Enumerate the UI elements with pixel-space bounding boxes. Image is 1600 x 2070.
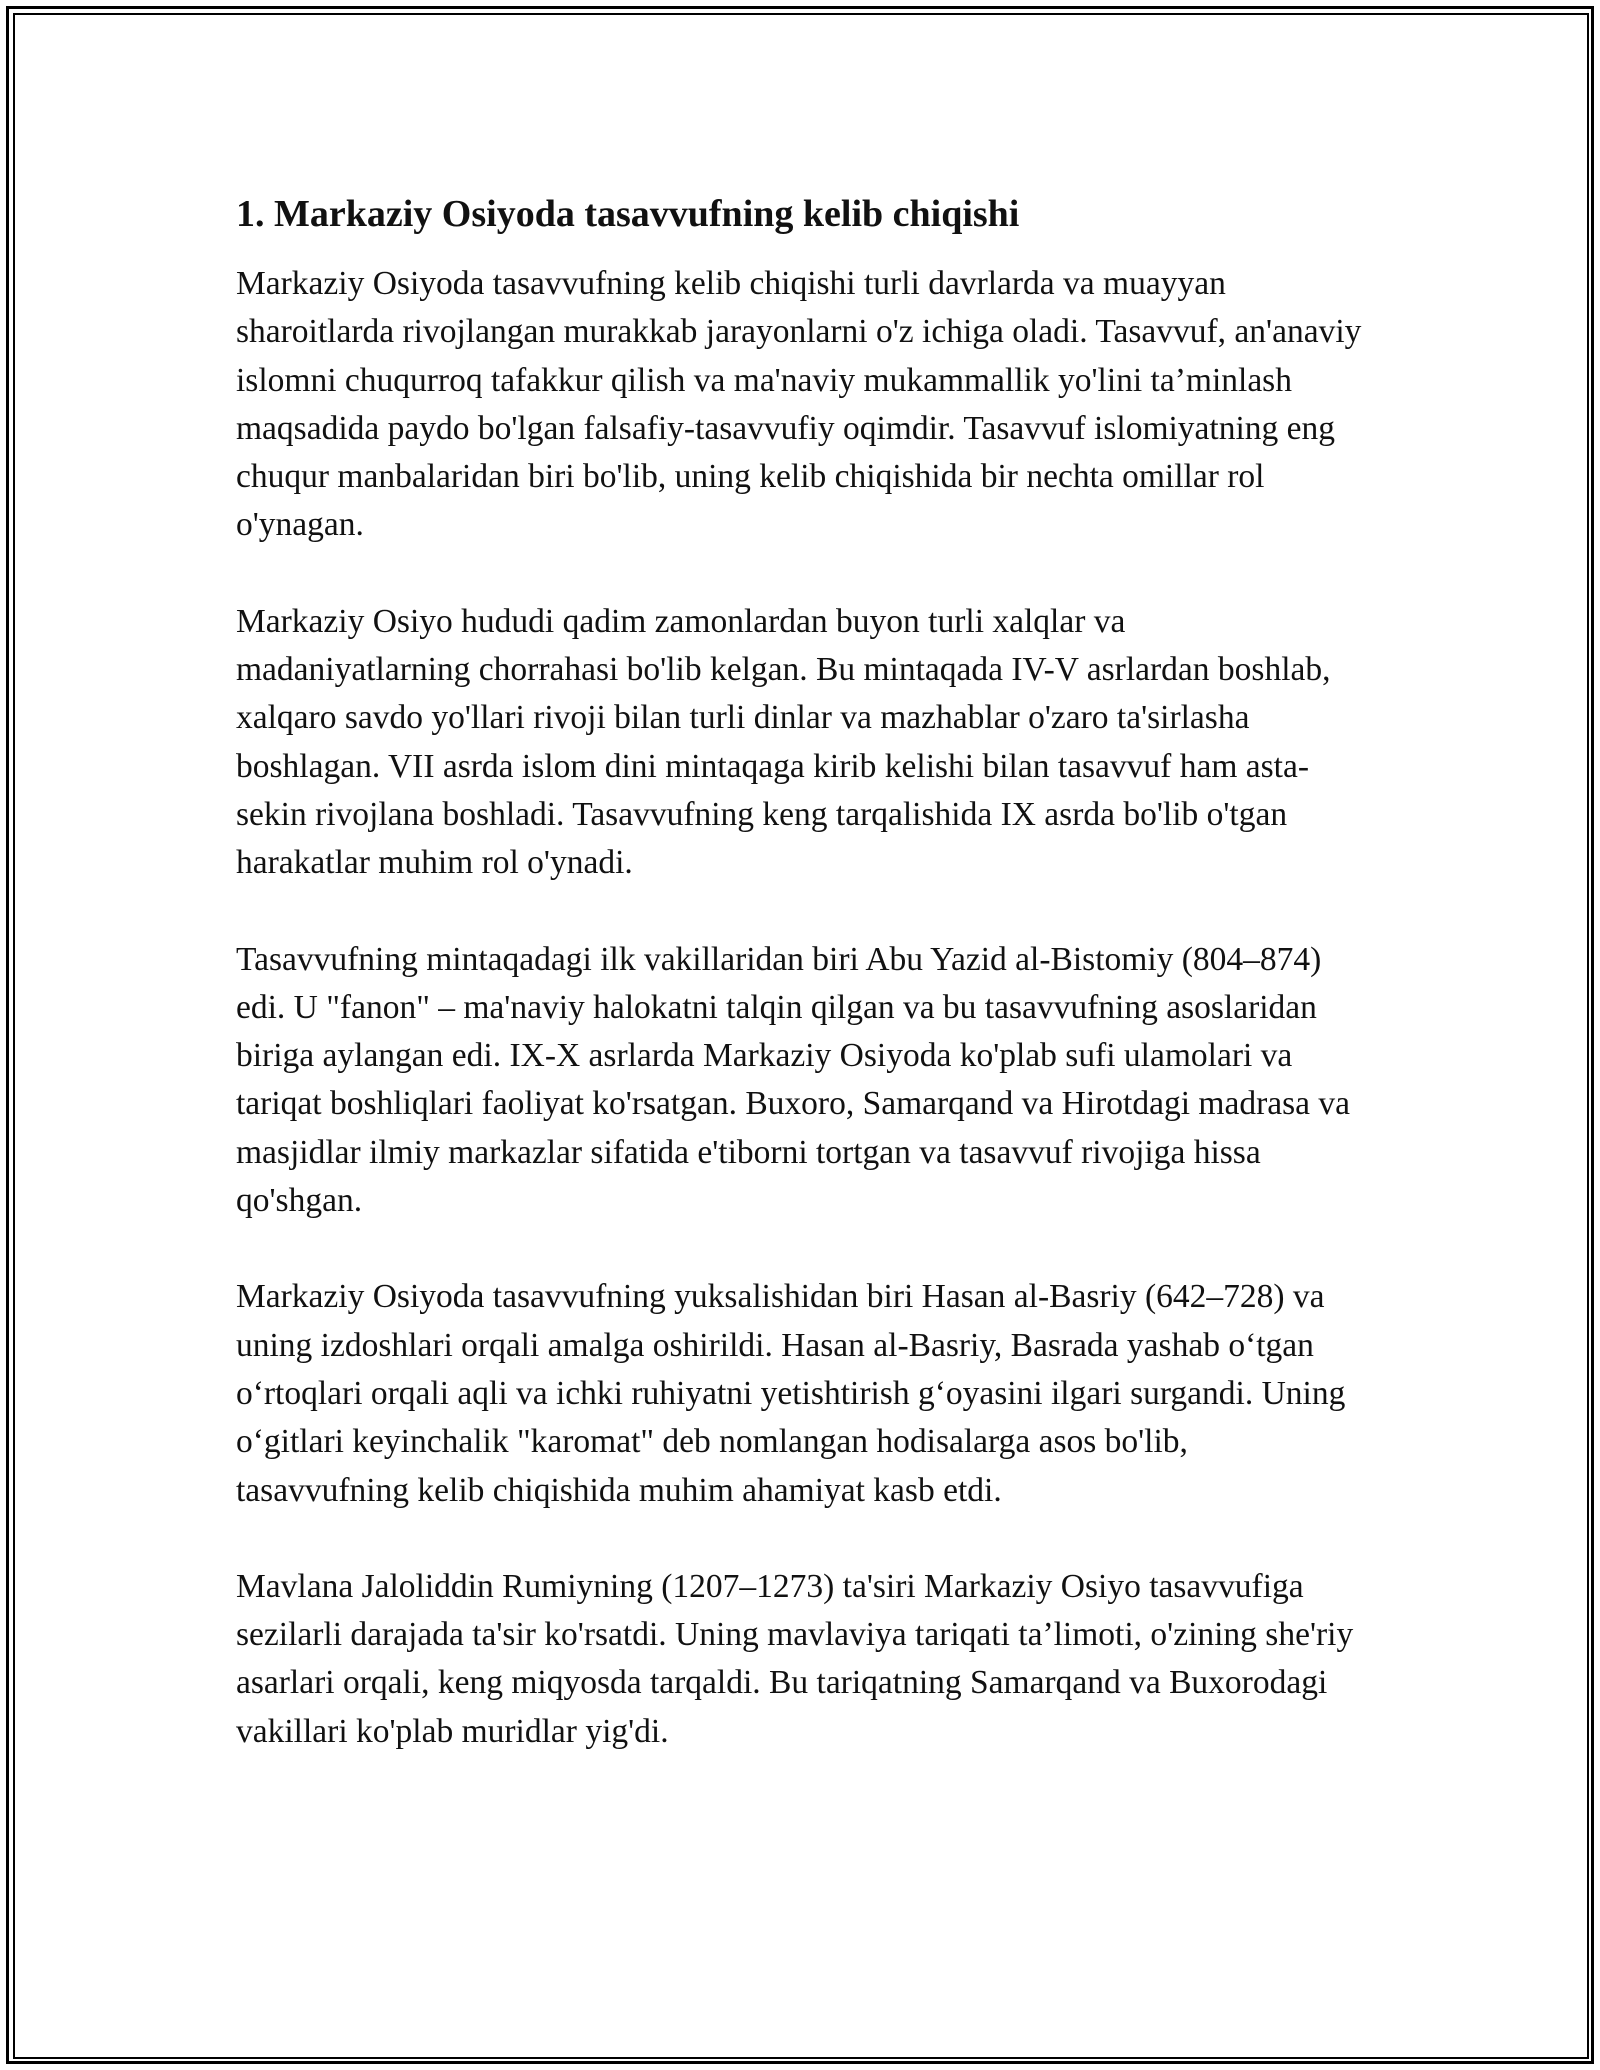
paragraph-origins: Markaziy Osiyoda tasavvufning kelib chiqishi turli davrlarda va muayyan sharoitlarda rivojlangan murakkab jarayonlarni o'z ichiga oladi. Tasavvuf, an'anaviy islomni chuqurroq tafakkur qilish va ma'naviy mukammallik yo'lini ta’minlash maqsadida paydo bo'lgan falsafiy-tasavvufiy oqimdir. Tasavvuf islomiyatning eng chuqur manbalaridan biri bo'lib, uning kelib chiqishida bir nechta omillar rol o'ynagan. xyxy=(236,265,1362,544)
paragraph-bistomiy: Tasavvufning mintaqadagi ilk vakillaridan biri Abu Yazid al-Bistomiy (804–874) edi. U "fanon" – ma'naviy halokatni talqin qilgan va bu tasavvufning asoslaridan biriga aylangan edi. IX-X asrlarda Markaziy Osiyoda ko'plab sufi ulamolari va tariqat boshliqlari faoliyat ko'rsatgan. Buxoro, Samarqand va Hirotdagi madrasa va masjidlar ilmiy markazlar sifatida e'tiborni tortgan va tasavvuf rivojiga hissa qo'shgan. xyxy=(236,940,1351,1220)
document-title: 1. Markaziy Osiyoda tasavvufning kelib chiqishi xyxy=(236,193,1020,235)
paragraph-rumiy: Mavlana Jaloliddin Rumiyning (1207–1273) ta'siri Markaziy Osiyo tasavvufiga sezilarli darajada ta'sir ko'rsatdi. Uning mavlaviya tariqati ta’limoti, o'zining she'riy asarlari orqali, keng miqyosda tarqaldi. Bu tariqatning Samarqand va Buxorodagi vakillari ko'plab muridlar yig'di. xyxy=(236,1567,1354,1750)
paragraph-crossroads: Markaziy Osiyo hududi qadim zamonlardan buyon turli xalqlar va madaniyatlarning chorrahasi bo'lib kelgan. Bu mintaqada IV-V asrlardan boshlab, xalqaro savdo yo'llari rivoji bilan turli dinlar va mazhablar o'zaro ta'sirlasha boshlagan. VII asrda islom dini mintaqaga kirib kelishi bilan tasavvuf ham asta-sekin rivojlana boshladi. Tasavvufning keng tarqalishida IX asrda bo'lib o'tgan harakatlar muhim rol o'ynadi. xyxy=(236,602,1331,882)
document-body xyxy=(236,190,1366,1804)
paragraph-basriy: Markaziy Osiyoda tasavvufning yuksalishidan biri Hasan al-Basriy (642–728) va uning izdoshlari orqali amalga oshirildi. Hasan al-Basriy, Basrada yashab o‘tgan o‘rtoqlari orqali aqli va ichki ruhiyatni yetishtirish g‘oyasini ilgari surgandi. Uning o‘gitlari keyinchalik "karomat" deb nomlangan hodisalarga asos bo'lib, tasavvufning kelib chiqishida muhim ahamiyat kasb etdi. xyxy=(236,1278,1346,1509)
